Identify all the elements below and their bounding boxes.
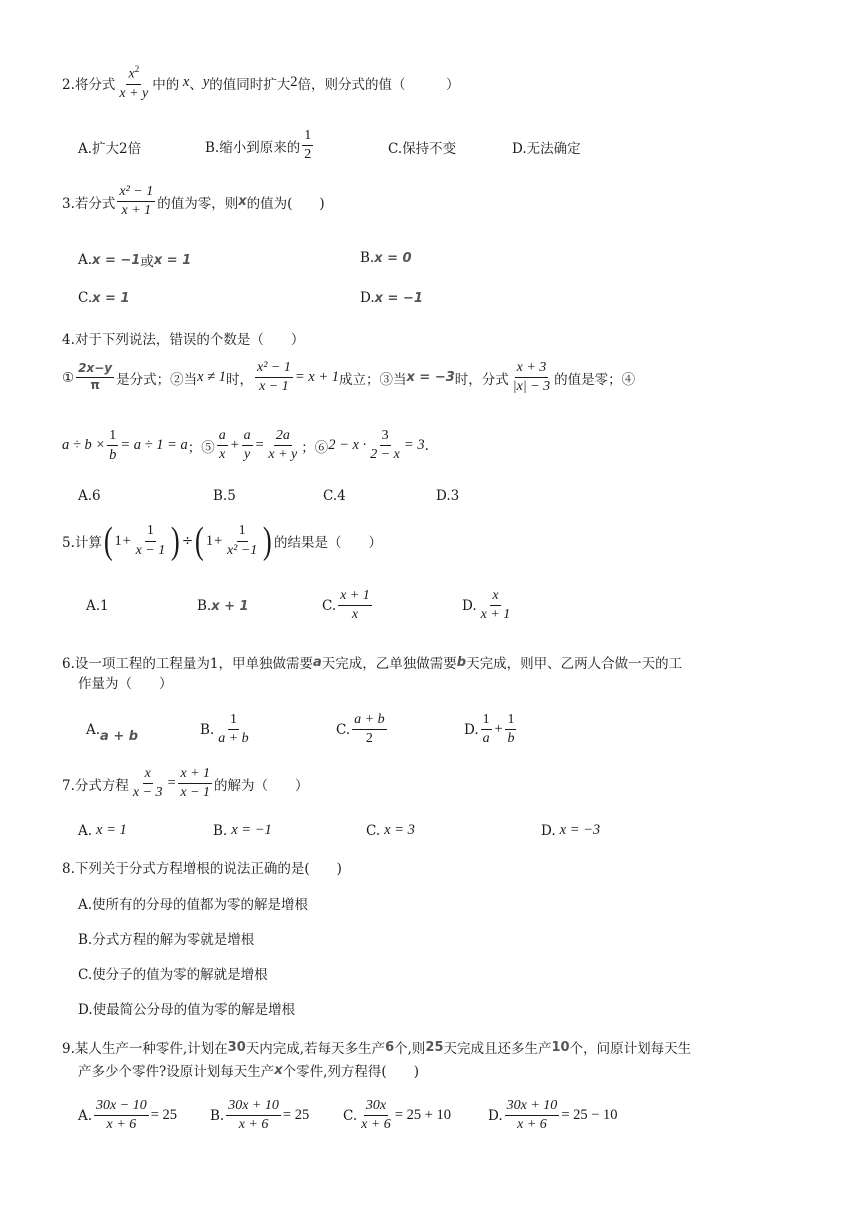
q6-option-c-label: C. (336, 721, 351, 738)
q5-one-2: 1 (205, 532, 214, 549)
q7-frac-1: $\frac{x}{x - 3}$ (132, 766, 163, 801)
q5-tail: 的结果是（ ） (273, 535, 382, 551)
q3-var: x (238, 194, 247, 210)
q3-tail: 的值为( ) (246, 195, 325, 212)
q8-option-c: C.使分子的值为零的解就是增根 (78, 967, 268, 983)
q3-option-b-label: B. (360, 250, 375, 266)
q4-s5-frac-1: a x (218, 428, 226, 463)
q5-option-d-fraction: x x + 1 (480, 588, 511, 623)
q9-option-b-rhs: = 25 (282, 1107, 310, 1124)
q8-option-b: B.分式方程的解为零就是增根 (78, 932, 255, 948)
q9-option-a-fraction: $\frac{30x - 10}{x + 6}$ (96, 1098, 147, 1133)
q9-option-b-label: B. (210, 1107, 225, 1124)
q2-fraction: $x^2$ x + y (119, 64, 149, 101)
q6-text-b: 天完成，乙单独做需要 (321, 656, 457, 672)
q3-option-a-math-2: x = 1 (153, 252, 192, 268)
q5-option-b-label: B. (197, 598, 212, 614)
q2-tail: 倍，则分式的值（ ） (297, 76, 460, 93)
q9-option-a-rhs: = 25 (150, 1107, 178, 1124)
q9-text-f: 产多少个零件?设原计划每天生产 (78, 1064, 275, 1080)
q9-option-d-label: D. (488, 1107, 503, 1124)
q7-option-a-label: A. (78, 822, 93, 839)
q7-option-a (78, 822, 127, 839)
q6-option-b (200, 712, 253, 747)
q4-s5-frac-3: $\frac{2a}{x + y}$ (268, 428, 298, 463)
q5-div: ÷ (181, 533, 194, 549)
q3-option-b-math: x = 0 (374, 250, 412, 266)
q4-s4-b: = a ÷ 1 = a (120, 437, 188, 454)
q4-s2-after: 成立；③当 (338, 371, 407, 388)
q5-option-c-fraction: x + 1 x (340, 588, 370, 623)
q4-s1-text: 是分式；②当 (116, 371, 198, 388)
q5-one-1: 1 (114, 532, 122, 549)
q3-fraction: x² − 1 x + 1 (119, 184, 154, 219)
q9-text-g: 个零件,列方程得( ) (282, 1064, 419, 1080)
q8-option-d: D.使最简公分母的值为零的解是增根 (78, 1002, 296, 1018)
q9-num-30: 30 (227, 1039, 246, 1055)
q2-option-c: C.保持不变 (388, 141, 457, 157)
q9-option-b-fraction: $\frac{30x + 10}{x + 6}$ (228, 1098, 279, 1133)
q9-option-c (343, 1098, 451, 1133)
q9-num-25: 25 (425, 1039, 444, 1055)
q6-option-d-plus: + (493, 721, 504, 738)
q4-s4-a: a ÷ b × (62, 437, 106, 454)
q6-option-c (336, 712, 389, 747)
q8-option-a: A.使所有的分母的值都为零的解是增根 (78, 897, 309, 913)
q2-option-b-text: B.缩小到原来的 (205, 139, 301, 156)
q4-s4-fraction: $\frac{1}{b}$ (109, 428, 117, 464)
q9-option-a-label: A. (78, 1107, 93, 1124)
q5-left-paren-1: ( (103, 520, 113, 562)
q4-s6-b: = 3 (403, 437, 425, 454)
q4-s2-eq: = x + 1 (294, 369, 339, 386)
q4-s5-plus: + (229, 437, 240, 454)
q4-option-a: A.6 (78, 488, 101, 504)
q9-num-10: 10 (551, 1039, 570, 1055)
q2-sep: 、 (189, 76, 203, 93)
q7-option-d (541, 822, 600, 839)
q4-s2-text: 时， (225, 371, 253, 388)
q9-num-6: 6 (385, 1039, 395, 1055)
q7-option-c-math: x = 3 (384, 822, 415, 838)
q7-tail: 的解为（ ） (214, 777, 309, 794)
q9-text-b: 天内完成,若每天多生产 (245, 1041, 386, 1057)
q3-option-d-label: D. (360, 290, 375, 306)
q6-option-b-label: B. (200, 721, 215, 738)
q3-option-d (360, 290, 423, 306)
q5-right-paren-1: ) (171, 520, 181, 562)
q5-right-paren-2: ) (263, 520, 273, 562)
q4-s1-fraction: 2x−y π (78, 361, 113, 393)
q2-half: 1 2 (304, 128, 312, 163)
q6-option-d-frac-1: 1 a (482, 712, 490, 747)
q4-s3-cond: x = −3 (406, 370, 455, 386)
question-6-line-1 (62, 652, 682, 672)
q9-text-e: 个，问原计划每天生 (569, 1041, 692, 1057)
q2-option-d: D.无法确定 (512, 141, 581, 157)
q5-fraction-1: $\frac{1}{x - 1}$ (135, 523, 166, 558)
question-6-line-2: 作量为（ ） (78, 676, 173, 692)
q7-frac-2: $\frac{x + 1}{x - 1}$ (180, 766, 211, 801)
q7-option-b (213, 822, 272, 839)
q9-option-c-rhs: = 25 + 10 (394, 1107, 452, 1124)
q6-option-a-label: A. (86, 722, 101, 738)
q5-option-c (322, 588, 374, 623)
q9-option-a (78, 1098, 177, 1133)
q4-s2-cond: x ≠ 1 (197, 369, 226, 386)
q2-var-x: x (182, 74, 190, 91)
q3-option-a-or: 或 (140, 254, 154, 270)
q4-s5-eq: = (254, 437, 265, 454)
q9-var-x: x (274, 1062, 283, 1078)
q6-option-d-label: D. (464, 721, 479, 738)
q4-option-b: B.5 (213, 488, 236, 504)
q9-option-c-fraction: $\frac{30x}{x + 6}$ (361, 1098, 391, 1133)
q6-option-d-frac-2: $\frac{1}{b}$ (507, 712, 515, 747)
q7-option-a-math: x = 1 (96, 822, 127, 838)
q6-option-b-fraction: 1 a + b (218, 712, 249, 747)
q9-text-c: 个,则 (394, 1041, 426, 1057)
q2-two: 2 (290, 74, 298, 91)
q3-option-c-label: C. (78, 290, 93, 306)
q6-text-a: 6.设一项工程的工程量为1，甲单独做需要 (62, 656, 313, 672)
q4-s3-text: 时，分式 (454, 371, 509, 388)
question-9-line-2 (78, 1060, 419, 1080)
q6-var-a: a (312, 654, 322, 670)
q7-option-d-label: D. (541, 822, 556, 839)
q4-s1-mark: ① (62, 369, 75, 386)
q3-option-a-math-1: x = −1 (92, 252, 141, 268)
q5-fraction-2: $\frac{1}{\text{x² −1}}$ (226, 523, 258, 558)
q7-option-c (366, 822, 415, 839)
q4-option-c: C.4 (323, 488, 346, 504)
q7-option-d-math: x = −3 (559, 822, 601, 838)
q4-s2-fraction: $\frac{\text{x² − 1}}{x - 1}$ (256, 360, 291, 395)
q6-option-a (86, 722, 139, 744)
q6-text-c: 天完成，则甲、乙两人合做一天的工 (466, 656, 683, 672)
q6-option-c-fraction: a + b 2 (354, 712, 385, 747)
q2-option-b (205, 128, 315, 163)
q7-lead: 7.分式方程 (62, 777, 129, 794)
question-8: 8.下列关于分式方程增根的说法正确的是( ) (62, 861, 342, 877)
q3-option-d-math: x = −1 (374, 290, 423, 306)
q3-text: 的值为零，则 (157, 195, 239, 212)
q6-option-d (464, 712, 518, 747)
question-3 (62, 184, 325, 219)
q2-text-2: 的值同时扩大 (209, 76, 291, 93)
q4-s3-after: 的值是零；④ (554, 371, 636, 388)
q3-option-a-label: A. (78, 252, 93, 268)
question-2 (62, 64, 460, 102)
q7-option-b-math: x = −1 (231, 822, 272, 838)
q9-option-c-label: C. (343, 1107, 358, 1124)
q6-option-a-math: a + b (100, 728, 139, 744)
q2-text: 中的 (152, 76, 180, 93)
q9-option-d-fraction: $\frac{30x + 10}{x + 6}$ (506, 1098, 558, 1133)
q4-s6-a: 2 − x · (328, 437, 367, 454)
q5-option-b-math: x + 1 (211, 598, 249, 614)
q9-option-b (210, 1098, 309, 1133)
q4-s5-sep: ；⑥ (301, 439, 329, 456)
q4-s6-fraction: $\frac{3}{2 - x}$ (370, 428, 400, 463)
q5-option-d-label: D. (462, 597, 477, 614)
q3-option-a (78, 250, 191, 270)
q4-statements-line-1 (62, 360, 635, 395)
q7-option-b-label: B. (213, 822, 228, 839)
q3-option-b (360, 250, 412, 266)
q5-option-a: A.1 (86, 598, 109, 614)
q5-option-d (462, 588, 514, 623)
q5-option-b (197, 598, 249, 614)
q5-option-c-label: C. (322, 597, 337, 614)
q3-lead: 3.若分式 (62, 195, 116, 212)
q4-s3-fraction: x + 3 |x| − 3 (512, 360, 551, 395)
question-4: 4.对于下列说法，错误的个数是（ ） (62, 332, 305, 348)
q9-option-d (488, 1098, 618, 1133)
q4-statements-line-2 (62, 428, 429, 464)
q7-option-c-label: C. (366, 822, 381, 839)
q9-text-a: 9.某人生产一种零件,计划在 (62, 1041, 228, 1057)
q2-var-y: y (202, 74, 210, 91)
q5-left-paren-2: ( (195, 520, 204, 562)
q4-s6-end: . (424, 437, 429, 454)
q6-var-b: b (456, 654, 467, 670)
q5-lead: 5.计算 (62, 535, 102, 551)
question-9-line-1 (62, 1037, 691, 1057)
q4-option-d: D.3 (436, 488, 460, 504)
q2-lead: 2.将分式 (62, 76, 116, 93)
q9-option-d-rhs: = 25 − 10 (561, 1107, 618, 1124)
question-5: 5.计算 ( 1 + $\frac{1}{x - 1}$ ) ÷ ( 1 + $\frac{1}{\text{x² −1}}$ ) 的结果是（ ） (62, 520, 382, 562)
q4-s4-sep: ；⑤ (187, 439, 215, 456)
q9-text-d: 天完成且还多生产 (443, 1041, 552, 1057)
question-7 (62, 766, 309, 801)
q2-option-a: A.扩大2倍 (78, 141, 142, 157)
q3-option-c-math: x = 1 (92, 290, 130, 306)
q3-option-c (78, 290, 130, 306)
q7-eq: = (166, 775, 177, 792)
q4-s5-frac-2: $\frac{a}{y}$ (243, 428, 251, 463)
